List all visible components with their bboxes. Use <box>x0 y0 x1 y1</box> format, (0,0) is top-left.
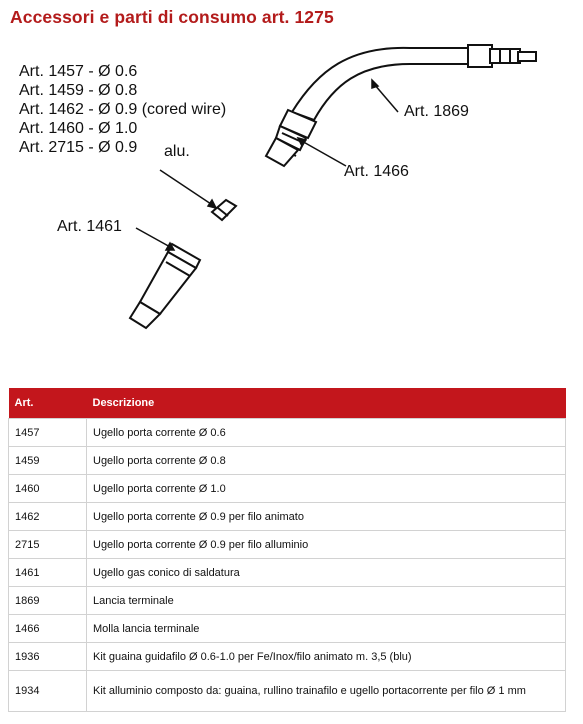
description-cell: Lancia terminale <box>87 587 566 615</box>
callout-art-1461: Art. 1461 <box>57 218 122 235</box>
gas-nozzle-art-1461 <box>130 244 200 328</box>
parts-table <box>8 388 566 712</box>
parts-table-container <box>8 388 566 712</box>
table-row <box>9 643 566 671</box>
art-cell: 1466 <box>9 615 87 643</box>
description-cell: Ugello porta corrente Ø 0.6 <box>87 419 566 447</box>
parts-list-item: Art. 1462 - Ø 0.9 (cored wire) <box>19 101 227 118</box>
description-cell: Molla lancia terminale <box>87 615 566 643</box>
table-row <box>9 559 566 587</box>
art-cell: 1934 <box>9 671 87 712</box>
parts-list <box>19 62 226 157</box>
column-header-art: Art. <box>9 388 87 419</box>
description-cell: Ugello porta corrente Ø 0.9 per filo alluminio <box>87 531 566 559</box>
table-row <box>9 615 566 643</box>
table-row <box>9 475 566 503</box>
art-cell: 1460 <box>9 475 87 503</box>
column-header-descrizione: Descrizione <box>87 388 566 419</box>
torch-parts-diagram <box>0 40 583 370</box>
parts-list-item: Art. 1457 - Ø 0.6 <box>19 63 138 80</box>
table-row <box>9 671 566 712</box>
parts-list-item: Art. 1459 - Ø 0.8 <box>19 82 138 99</box>
table-row <box>9 531 566 559</box>
table-row <box>9 587 566 615</box>
callout-art-1869: Art. 1869 <box>404 103 469 120</box>
art-cell: 1459 <box>9 447 87 475</box>
art-cell: 1462 <box>9 503 87 531</box>
art-cell: 1457 <box>9 419 87 447</box>
description-cell: Kit alluminio composto da: guaina, rullino trainafilo e ugello portacorrente per filo Ø 1 mm <box>87 671 566 712</box>
art-cell: 1869 <box>9 587 87 615</box>
description-cell: Ugello porta corrente Ø 0.8 <box>87 447 566 475</box>
table-header-row <box>9 388 566 419</box>
page-title: Accessori e parti di consumo art. 1275 <box>10 7 334 27</box>
art-cell: 1461 <box>9 559 87 587</box>
art-cell: 1936 <box>9 643 87 671</box>
spring-art-1466 <box>266 110 316 166</box>
contact-tip <box>212 200 236 220</box>
alu-label: alu. <box>164 143 190 160</box>
parts-list-item: Art. 2715 - Ø 0.9 <box>19 139 138 156</box>
description-cell: Ugello gas conico di saldatura <box>87 559 566 587</box>
art-cell: 2715 <box>9 531 87 559</box>
parts-list-item: Art. 1460 - Ø 1.0 <box>19 120 138 137</box>
description-cell: Ugello porta corrente Ø 0.9 per filo animato <box>87 503 566 531</box>
description-cell: Kit guaina guidafilo Ø 0.6-1.0 per Fe/Inox/filo animato m. 3,5 (blu) <box>87 643 566 671</box>
callout-art-1466: Art. 1466 <box>344 163 409 180</box>
table-row <box>9 419 566 447</box>
table-row <box>9 447 566 475</box>
table-row <box>9 503 566 531</box>
description-cell: Ugello porta corrente Ø 1.0 <box>87 475 566 503</box>
